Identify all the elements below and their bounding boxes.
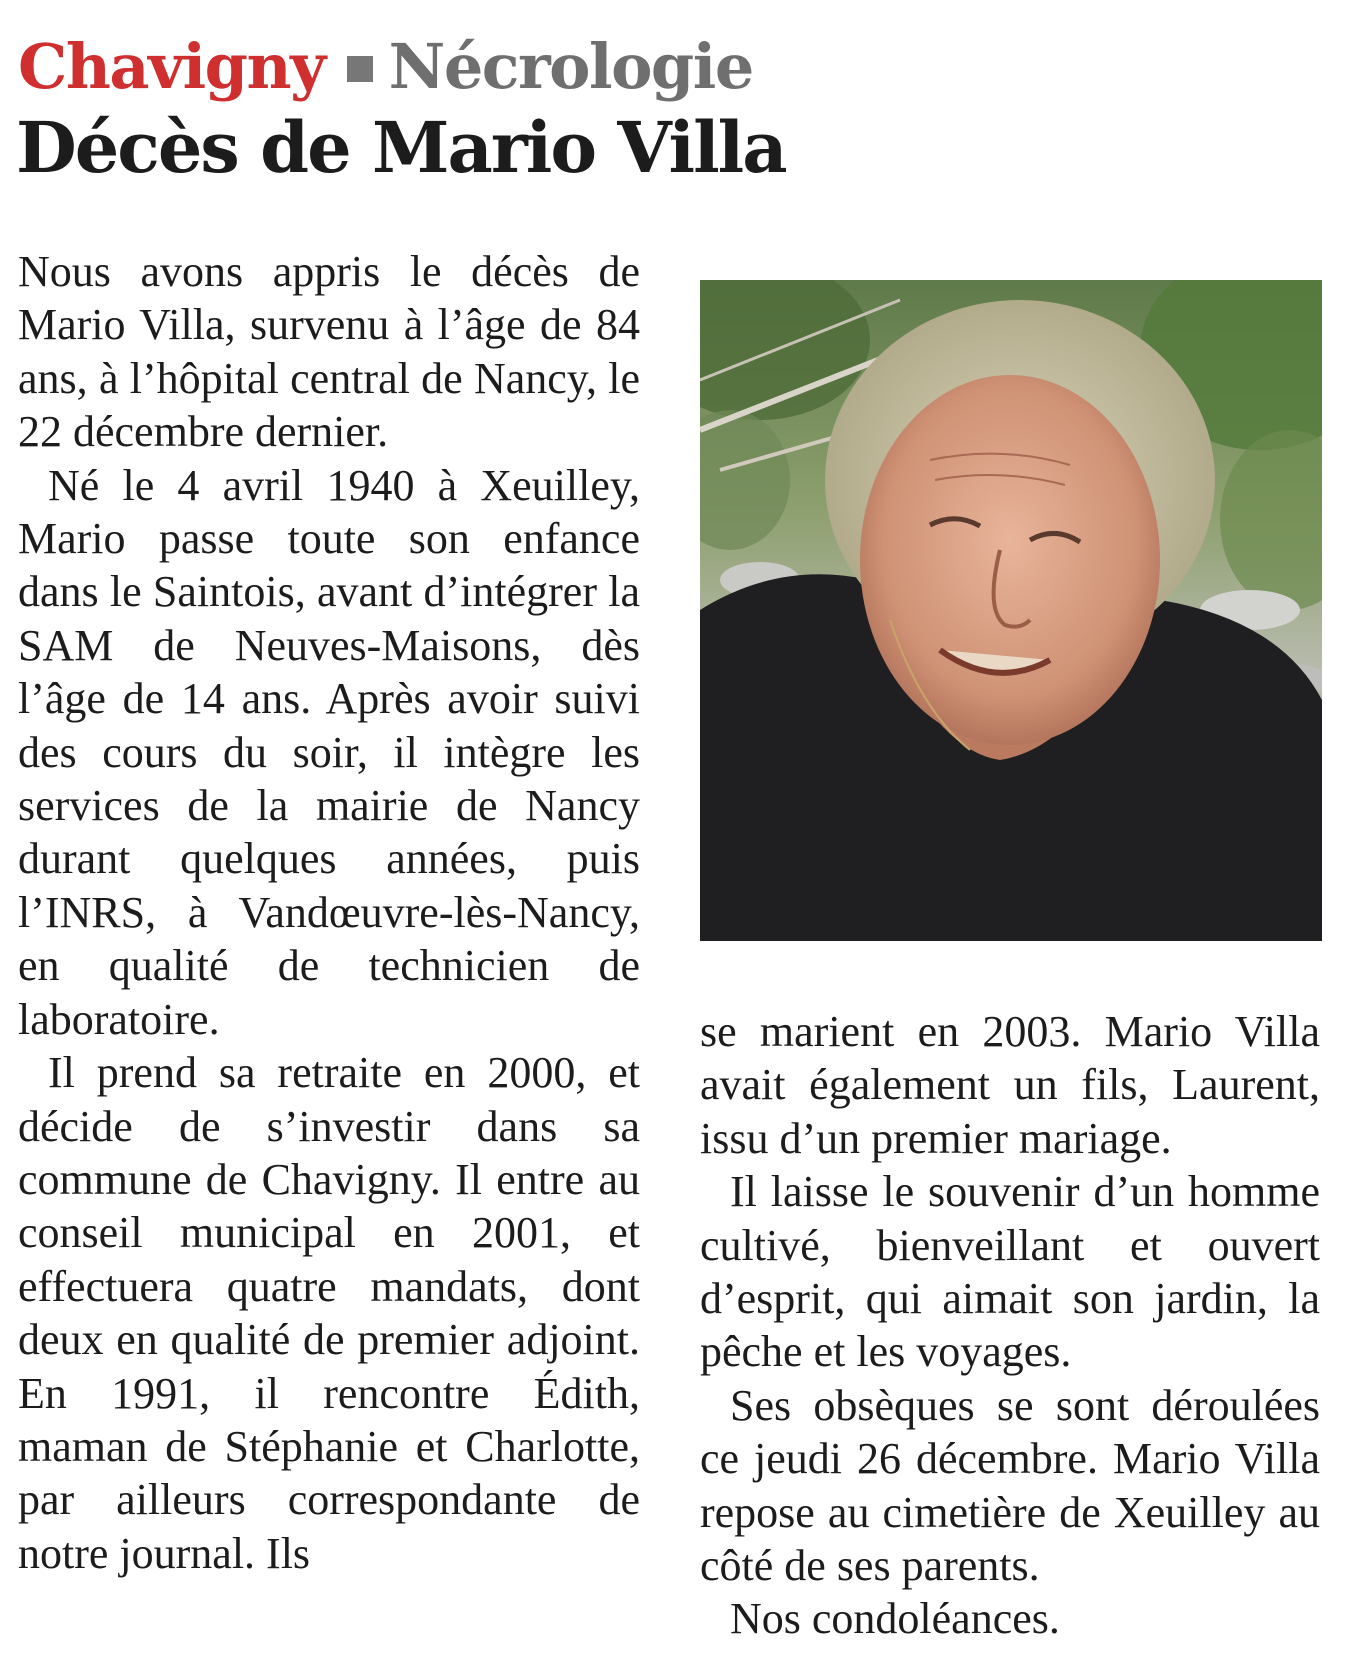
separator-square-icon: [347, 56, 373, 82]
paragraph: Il prend sa retraite en 2000, et décide de s’investir dans sa commune de Chavigny. Il entre au conseil municipal en 2001, et effectuera quatre mandats, dont deux en qualité de premier adjoint. En 1991, il rencontre Édith, maman de Stéphanie et Charlotte, par ailleurs correspondante de notre journal. Ils: [18, 1048, 640, 1578]
portrait-photo: [700, 280, 1322, 941]
paragraph: se marient en 2003. Mario Villa avait également un fils, Laurent, issu d’un premier mariage.: [700, 1007, 1320, 1163]
locality-label: Chavigny: [18, 30, 325, 103]
paragraph: Il laisse le souvenir d’un homme cultivé, bienveillant et ouvert d’esprit, qui aimait son jardin, la pêche et les voyages.: [700, 1167, 1320, 1377]
article-column-1: [18, 245, 640, 1580]
paragraph: Nos condoléances.: [730, 1594, 1060, 1644]
paragraph: Nous avons appris le décès de Mario Villa, survenu à l’âge de 84 ans, à l’hôpital central de Nancy, le 22 décembre dernier.: [18, 247, 640, 457]
article-column-2: [700, 1005, 1320, 1646]
article-headline: Décès de Mario Villa: [16, 106, 786, 189]
rubric-label: Nécrologie: [388, 30, 753, 103]
article-kicker: [18, 28, 753, 106]
paragraph: Ses obsèques se sont déroulées ce jeudi 26 décembre. Mario Villa repose au cimetière de Xeuilley au côté de ses parents.: [700, 1380, 1320, 1591]
paragraph: Né le 4 avril 1940 à Xeuilley, Mario passe toute son enfance dans le Saintois, avant d’intégrer la SAM de Neuves-Maisons, dès l’âge de 14 ans. Après avoir suivi des cours du soir, il intègre les services de la mairie de Nancy durant quelques années, puis l’INRS, à Vandœuvre-lès-Nancy, en qualité de technicien de laboratoire.: [18, 460, 640, 1044]
